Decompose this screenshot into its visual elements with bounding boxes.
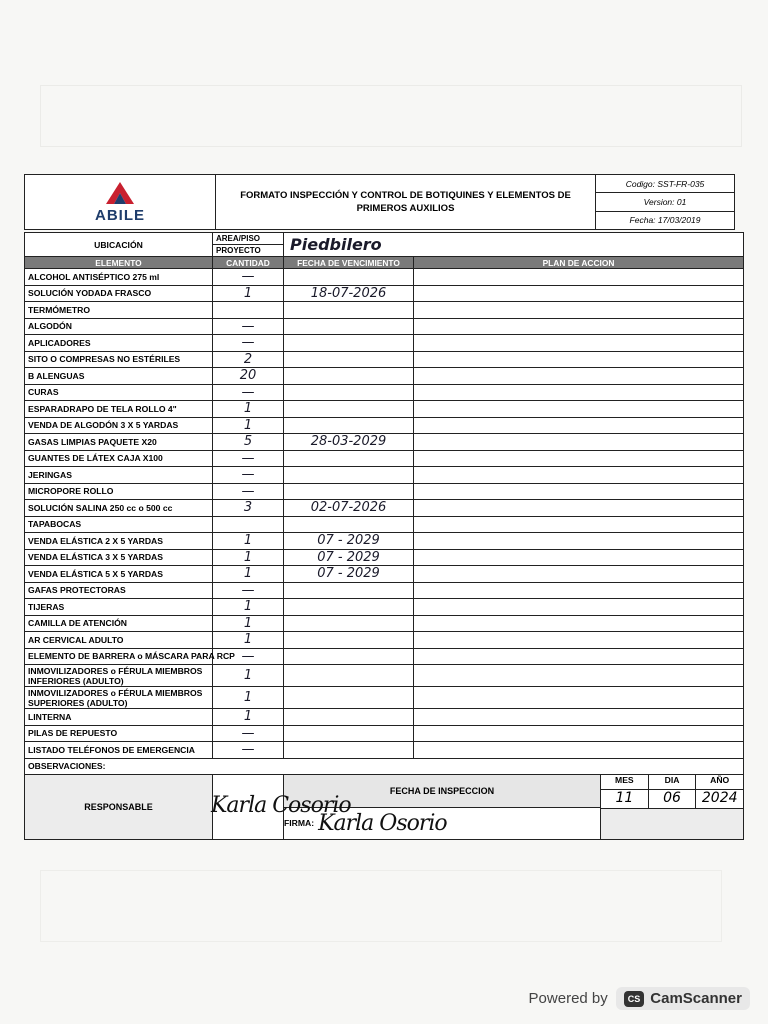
table-row [25, 725, 744, 742]
item-name: ELEMENTO DE BARRERA o MÁSCARA PARA RCP [25, 648, 213, 665]
bleed-through-footer [40, 870, 722, 942]
item-action-plan[interactable] [414, 450, 744, 467]
item-name: MICROPORE ROLLO [25, 483, 213, 500]
item-quantity[interactable]: 3 [213, 500, 284, 517]
form-header [24, 174, 735, 230]
item-expiration[interactable] [284, 665, 414, 687]
item-action-plan[interactable] [414, 566, 744, 583]
item-action-plan[interactable] [414, 384, 744, 401]
responsible-signature: Karla Cosorio [211, 793, 351, 818]
item-name: TAPABOCAS [25, 516, 213, 533]
item-action-plan[interactable] [414, 687, 744, 709]
item-action-plan[interactable] [414, 483, 744, 500]
col-plan-accion: PLAN DE ACCION [414, 257, 744, 269]
item-action-plan[interactable] [414, 335, 744, 352]
item-expiration[interactable] [284, 632, 414, 649]
table-row [25, 687, 744, 709]
table-row [25, 665, 744, 687]
firma-signature[interactable]: Karla Osorio [318, 810, 447, 836]
abile-logo-icon [105, 181, 135, 205]
item-name: ALCOHOL ANTISÉPTICO 275 ml [25, 269, 213, 286]
item-name: VENDA ELÁSTICA 3 X 5 YARDAS [25, 549, 213, 566]
table-row [25, 615, 744, 632]
item-action-plan[interactable] [414, 599, 744, 616]
item-name: GAFAS PROTECTORAS [25, 582, 213, 599]
table-row [25, 742, 744, 759]
table-row [25, 582, 744, 599]
item-name: CURAS [25, 384, 213, 401]
item-action-plan[interactable] [414, 269, 744, 286]
location-row-area [25, 233, 744, 245]
item-quantity[interactable] [213, 302, 284, 319]
item-expiration[interactable] [284, 687, 414, 709]
table-row [25, 401, 744, 418]
item-action-plan[interactable] [414, 725, 744, 742]
item-expiration[interactable] [284, 269, 414, 286]
inspection-table [24, 232, 744, 840]
item-action-plan[interactable] [414, 318, 744, 335]
location-value[interactable]: Piedbilero [284, 233, 744, 257]
table-row [25, 566, 744, 583]
item-action-plan[interactable] [414, 665, 744, 687]
table-row [25, 318, 744, 335]
item-quantity[interactable]: — [213, 725, 284, 742]
table-row [25, 648, 744, 665]
table-row [25, 516, 744, 533]
item-action-plan[interactable] [414, 368, 744, 385]
item-quantity[interactable]: 2 [213, 351, 284, 368]
inspection-date-label: FECHA DE INSPECCION [284, 775, 600, 808]
item-quantity[interactable]: 1 [213, 417, 284, 434]
powered-by-text: Powered by [528, 990, 608, 1007]
table-row [25, 450, 744, 467]
item-quantity[interactable]: — [213, 318, 284, 335]
table-row [25, 709, 744, 726]
table-row [25, 549, 744, 566]
item-action-plan[interactable] [414, 351, 744, 368]
item-quantity[interactable]: 5 [213, 434, 284, 451]
month-label: MES [601, 775, 649, 789]
item-name: TERMÓMETRO [25, 302, 213, 319]
day-value[interactable]: 06 [649, 790, 697, 808]
month-value[interactable]: 11 [601, 790, 649, 808]
item-name: VENDA DE ALGODÓN 3 X 5 YARDAS [25, 417, 213, 434]
item-expiration[interactable] [284, 483, 414, 500]
item-name: JERINGAS [25, 467, 213, 484]
item-quantity[interactable]: 1 [213, 285, 284, 302]
item-quantity[interactable]: — [213, 742, 284, 759]
item-name: ESPARADRAPO DE TELA ROLLO 4" [25, 401, 213, 418]
item-name: VENDA ELÁSTICA 2 X 5 YARDAS [25, 533, 213, 550]
item-expiration[interactable]: 07 - 2029 [284, 566, 414, 583]
item-action-plan[interactable] [414, 417, 744, 434]
item-expiration[interactable] [284, 401, 414, 418]
table-row [25, 500, 744, 517]
year-label: AÑO [710, 775, 730, 785]
item-quantity[interactable]: 1 [213, 401, 284, 418]
col-fecha-vencimiento: FECHA DE VENCIMIENTO [284, 257, 414, 269]
item-expiration[interactable] [284, 351, 414, 368]
table-row [25, 467, 744, 484]
item-expiration[interactable] [284, 742, 414, 759]
item-name: B ALENGUAS [25, 368, 213, 385]
table-row [25, 351, 744, 368]
item-action-plan[interactable] [414, 302, 744, 319]
item-quantity[interactable]: — [213, 335, 284, 352]
bleed-through-header [40, 85, 742, 147]
day-label: DIA [649, 775, 697, 789]
item-expiration[interactable]: 18-07-2026 [284, 285, 414, 302]
item-expiration[interactable] [284, 318, 414, 335]
item-quantity[interactable]: 1 [213, 566, 284, 583]
year-value[interactable]: 2024 [701, 790, 738, 806]
item-name: GUANTES DE LÁTEX CAJA X100 [25, 450, 213, 467]
table-row [25, 483, 744, 500]
item-action-plan[interactable] [414, 615, 744, 632]
col-elemento: ELEMENTO [25, 257, 213, 269]
item-quantity[interactable]: 1 [213, 599, 284, 616]
item-expiration[interactable] [284, 615, 414, 632]
item-quantity[interactable]: 1 [213, 632, 284, 649]
item-action-plan[interactable] [414, 533, 744, 550]
table-row [25, 302, 744, 319]
item-name: SITO O COMPRESAS NO ESTÉRILES [25, 351, 213, 368]
item-quantity[interactable]: 1 [213, 665, 284, 687]
table-row [25, 533, 744, 550]
item-name: INMOVILIZADORES o FÉRULA MIEMBROS INFERIORES (ADULTO) [25, 665, 213, 687]
item-expiration[interactable] [284, 516, 414, 533]
item-expiration[interactable] [284, 368, 414, 385]
item-quantity[interactable]: 1 [213, 549, 284, 566]
table-row [25, 335, 744, 352]
item-quantity[interactable]: — [213, 483, 284, 500]
item-quantity[interactable]: 1 [213, 533, 284, 550]
camscanner-watermark [529, 987, 750, 1010]
item-action-plan[interactable] [414, 434, 744, 451]
item-expiration[interactable] [284, 648, 414, 665]
firma-label: FIRMA: [284, 818, 315, 829]
item-expiration[interactable] [284, 302, 414, 319]
item-action-plan[interactable] [414, 742, 744, 759]
item-name: LISTADO TELÉFONOS DE EMERGENCIA [25, 742, 213, 759]
item-name: LINTERNA [25, 709, 213, 726]
form-meta [596, 175, 734, 229]
table-row [25, 417, 744, 434]
item-action-plan[interactable] [414, 500, 744, 517]
item-quantity[interactable]: — [213, 582, 284, 599]
item-quantity[interactable] [213, 516, 284, 533]
item-expiration[interactable]: 28-03-2029 [284, 434, 414, 451]
item-quantity[interactable]: 1 [213, 709, 284, 726]
item-quantity[interactable]: — [213, 384, 284, 401]
item-quantity[interactable]: — [213, 450, 284, 467]
area-label: AREA/PISO [213, 233, 284, 245]
item-name: CAMILLA DE ATENCIÓN [25, 615, 213, 632]
table-row [25, 269, 744, 286]
observations-label[interactable]: OBSERVACIONES: [25, 758, 744, 775]
item-expiration[interactable]: 07 - 2029 [284, 533, 414, 550]
item-name: APLICADORES [25, 335, 213, 352]
item-expiration[interactable]: 07 - 2029 [284, 549, 414, 566]
item-name: GASAS LIMPIAS PAQUETE X20 [25, 434, 213, 451]
item-action-plan[interactable] [414, 516, 744, 533]
item-name: INMOVILIZADORES o FÉRULA MIEMBROS SUPERIORES (ADULTO) [25, 687, 213, 709]
item-expiration[interactable] [284, 450, 414, 467]
form-title: FORMATO INSPECCIÓN Y CONTROL DE BOTIQUINES Y ELEMENTOS DE PRIMEROS AUXILIOS [216, 175, 596, 229]
item-expiration[interactable] [284, 582, 414, 599]
project-label: PROYECTO [213, 245, 284, 257]
form-version: Version: 01 [596, 193, 734, 211]
table-row [25, 632, 744, 649]
camscanner-icon: CS [624, 991, 645, 1007]
company-name: ABILE [95, 206, 145, 224]
form-code: Codigo: SST-FR-035 [596, 175, 734, 193]
item-expiration[interactable] [284, 725, 414, 742]
table-row [25, 434, 744, 451]
item-name: ALGODÓN [25, 318, 213, 335]
item-quantity[interactable]: — [213, 648, 284, 665]
item-name: TIJERAS [25, 599, 213, 616]
table-row [25, 384, 744, 401]
item-action-plan[interactable] [414, 285, 744, 302]
responsible-label: RESPONSABLE [25, 775, 213, 840]
item-name: SOLUCIÓN SALINA 250 cc o 500 cc [25, 500, 213, 517]
company-logo [25, 175, 216, 229]
camscanner-badge [616, 987, 750, 1010]
observations-row [25, 758, 744, 775]
camscanner-brand: CamScanner [650, 990, 742, 1007]
column-headers [25, 257, 744, 269]
item-expiration[interactable] [284, 384, 414, 401]
signoff-row [25, 775, 744, 840]
item-quantity[interactable]: 20 [213, 368, 284, 385]
item-name: AR CERVICAL ADULTO [25, 632, 213, 649]
item-expiration[interactable] [284, 709, 414, 726]
item-action-plan[interactable] [414, 467, 744, 484]
form-date: Fecha: 17/03/2019 [629, 215, 701, 226]
item-action-plan[interactable] [414, 582, 744, 599]
item-action-plan[interactable] [414, 401, 744, 418]
item-expiration[interactable] [284, 599, 414, 616]
col-cantidad: CANTIDAD [213, 257, 284, 269]
inspection-date-cell [284, 775, 744, 840]
item-name: SOLUCIÓN YODADA FRASCO [25, 285, 213, 302]
item-name: PILAS DE REPUESTO [25, 725, 213, 742]
item-quantity[interactable]: — [213, 467, 284, 484]
item-quantity[interactable]: 1 [213, 687, 284, 709]
item-expiration[interactable] [284, 467, 414, 484]
table-row [25, 285, 744, 302]
item-rows [25, 269, 744, 759]
table-row [25, 368, 744, 385]
item-action-plan[interactable] [414, 709, 744, 726]
item-expiration[interactable]: 02-07-2026 [284, 500, 414, 517]
item-action-plan[interactable] [414, 648, 744, 665]
item-name: VENDA ELÁSTICA 5 X 5 YARDAS [25, 566, 213, 583]
item-action-plan[interactable] [414, 549, 744, 566]
item-expiration[interactable] [284, 417, 414, 434]
item-quantity[interactable]: — [213, 269, 284, 286]
table-row [25, 599, 744, 616]
item-action-plan[interactable] [414, 632, 744, 649]
location-label: UBICACIÓN [25, 233, 213, 257]
item-expiration[interactable] [284, 335, 414, 352]
item-quantity[interactable]: 1 [213, 615, 284, 632]
